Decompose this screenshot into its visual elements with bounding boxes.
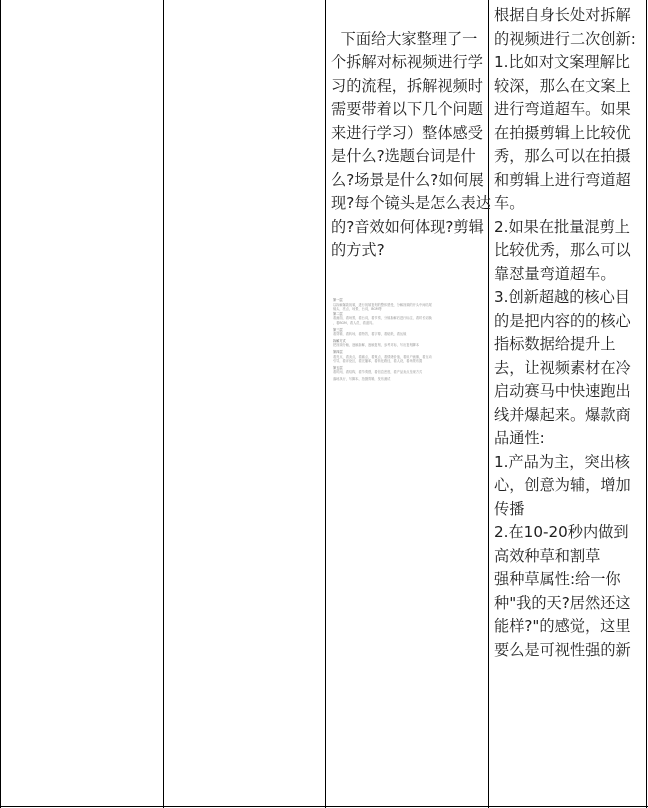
thumbnail-text-line: 第一层 — [333, 298, 343, 302]
embedded-document-image — [333, 298, 491, 488]
innovation-paragraph: 3.创新超越的核心目的是把内容的的核心指标数据给提升上去，让视频素材在冷启动赛马中快速跑出线并爆起来。爆款商品通性: — [494, 288, 631, 447]
table-column-divider-2 — [325, 0, 326, 808]
table-cell-innovation-notes — [494, 4, 642, 662]
thumbnail-text-line: ，看BGM，看人员，看道具。 — [333, 320, 376, 325]
thumbnail-text-line: 镜头，亮点，场景，台词，BGM等 — [333, 307, 382, 312]
thumbnail-text-line: 把视频分帧，逐帧拆解，逐帧复刻，参考对标，写出复刻脚本 — [333, 343, 420, 348]
innovation-paragraph: 1.产品为主，突出核心，创意为辅，增加传播 — [494, 452, 631, 518]
table-border-right — [646, 0, 647, 808]
table-column-divider-1 — [163, 0, 164, 808]
thumbnail-text-line: 看剪辑，看转场，看特效，看字幕，看贴纸，看运镜 — [333, 332, 407, 337]
innovation-paragraph: 1.比如对文案理解比较深，那么在文案上进行弯道超车。如果在拍摄剪辑上比较优秀，那么可以在拍摄和剪辑上进行弯道超车。 — [494, 53, 631, 212]
table-border-left — [0, 0, 1, 808]
thumbnail-text-line: 以拆解爆款视频，进行视频复刻的整体感受，分解视频的开头中间结尾 — [333, 302, 432, 307]
table-cell-breakdown-process — [331, 4, 491, 263]
breakdown-process-text: 下面给大家整理了一个拆解对标视频进行学习的流程，拆解视频时需要带着以下几个问题来进行学习）整体感受是什么?选题台词是什么?场景是什么?如何展现?每个镜头是怎么表达的?音效如何体现?剪辑的方式? — [331, 29, 491, 259]
thumbnail-text-line: 看画面，看场景，看台词，看节奏，分镜拆解后进行标注，看时长切换 — [333, 316, 432, 321]
thumbnail-text-line: 第三层 — [333, 327, 343, 332]
thumbnail-text-line: 第二层 — [333, 311, 343, 316]
thumbnail-text-line: 拆解方式 — [333, 338, 346, 343]
innovation-paragraph: 2.如果在批量混剪上比较优秀，那么可以靠怼量弯道超车。 — [494, 217, 631, 283]
innovation-paragraph: 2.在10-20秒内做到高效种草和割草 — [494, 523, 629, 565]
innovation-paragraph: 根据自身长处对拆解的视频进行二次创新: — [494, 6, 636, 48]
table-row-divider — [0, 806, 648, 807]
thumbnail-text-line: 看亮点，看卖点，看痛点，看爽点，看情绪价值，看用户画像，看互动 — [333, 354, 432, 359]
thumbnail-text-line: 第四层 — [333, 349, 343, 354]
thumbnail-text-line: 第五层 — [333, 365, 343, 370]
thumbnail-text-line: 落地执行，写脚本，拍摄剪辑，发布测试 — [333, 376, 391, 381]
thumbnail-text-line: 看时间，看结构，看节奏感，看信息密度，看产品卖点呈现方式 — [333, 370, 423, 375]
thumbnail-text-line: 引导，看评论区，看完播率，看转化路径，看人设，看场景布置 — [333, 359, 423, 364]
innovation-paragraph: 强种草属性:给一你种"我的天?居然还这能样?"的感觉，这里要么是可视性强的新 — [494, 570, 631, 659]
